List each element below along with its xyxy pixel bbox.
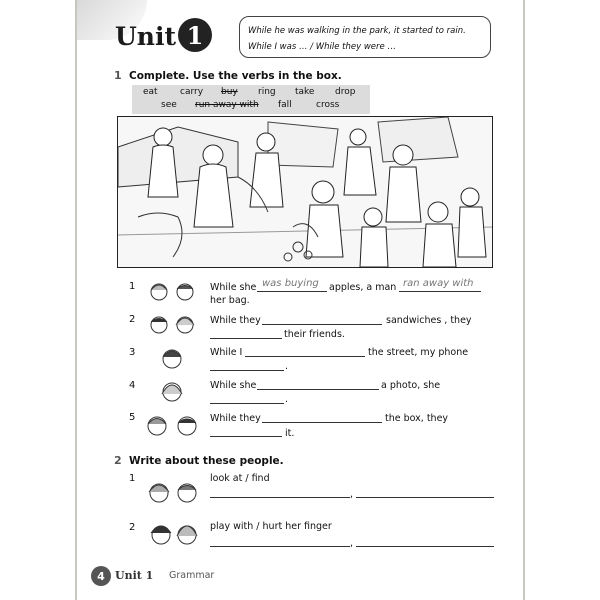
info-pattern: While I was … / While they were … (248, 42, 396, 52)
sentence-text: the street, my phone (368, 347, 469, 358)
answer-blank[interactable] (210, 370, 284, 371)
item-number: 2 (129, 314, 136, 325)
sentence-text: their friends. (284, 329, 345, 340)
exercise-2-number: 2 (114, 454, 122, 467)
footer-section-label: Grammar (169, 570, 215, 581)
sentence-text: the box, they (385, 413, 449, 424)
two-people-icon (145, 280, 201, 306)
verb: fall (278, 100, 292, 110)
sentence-text: apples, a man (329, 282, 397, 293)
unit-title: Unit (115, 22, 177, 51)
item-number: 3 (129, 347, 136, 358)
footer-unit-label: Unit 1 (115, 569, 154, 582)
verb: see (161, 100, 177, 110)
comma: , (350, 538, 354, 549)
answer-blank[interactable] (210, 497, 350, 498)
answer-blank[interactable] (210, 436, 282, 437)
verb-used-example: run away with (195, 100, 259, 110)
sentence-text: . (285, 394, 289, 405)
answer-blank[interactable] (399, 291, 481, 292)
item-number: 4 (129, 380, 136, 391)
exercise-1-instruction: Complete. Use the verbs in the box. (129, 70, 342, 82)
person-icon (157, 378, 187, 408)
sentence-text: it. (285, 428, 295, 439)
answer-blank[interactable] (245, 356, 365, 357)
example-answer: was buying (262, 278, 319, 289)
answer-blank[interactable] (257, 291, 327, 292)
verb: cross (316, 100, 340, 110)
item-number: 5 (129, 412, 136, 423)
answer-blank[interactable] (356, 546, 494, 547)
prompt-text: look at / find (210, 473, 270, 484)
sentence-text: While they (210, 315, 261, 326)
verb-box (132, 85, 370, 114)
answer-blank[interactable] (356, 497, 494, 498)
answer-blank[interactable] (262, 422, 382, 423)
exercise-1-number: 1 (114, 69, 122, 82)
sentence-text: . (285, 361, 289, 372)
sentence-text: While she (210, 282, 257, 293)
two-people-icon (143, 411, 203, 445)
grammar-info-box (239, 16, 491, 58)
info-example-sentence: While he was walking in the park, it started to rain. (248, 26, 466, 36)
comma: , (350, 489, 354, 500)
verb: drop (335, 87, 356, 97)
example-answer: ran away with (403, 278, 474, 289)
verb: take (295, 87, 315, 97)
exercise-2-instruction: Write about these people. (129, 455, 284, 467)
market-scene-illustration (117, 116, 493, 268)
sentence-text: While they (210, 413, 261, 424)
verb: eat (143, 87, 158, 97)
sentence-text: her bag. (210, 295, 250, 306)
answer-blank[interactable] (210, 338, 282, 339)
two-people-icon (143, 478, 205, 510)
prompt-text: play with / hurt her finger (210, 521, 332, 532)
verb-used-example: buy (221, 87, 238, 97)
sentence-text: sandwiches , they (386, 315, 472, 326)
verb: ring (258, 87, 276, 97)
verb: carry (180, 87, 204, 97)
two-people-icon (143, 518, 205, 552)
two-people-icon (145, 313, 201, 339)
unit-number-badge: 1 (178, 18, 212, 52)
answer-blank[interactable] (210, 546, 350, 547)
answer-blank[interactable] (210, 403, 284, 404)
item-number: 2 (129, 522, 136, 533)
market-scene-drawing (118, 117, 493, 268)
answer-blank[interactable] (262, 324, 382, 325)
page-number-badge: 4 (91, 566, 111, 586)
item-number: 1 (129, 281, 136, 292)
sentence-text: While she (210, 380, 257, 391)
sentence-text: a photo, she (381, 380, 441, 391)
person-icon (157, 345, 187, 375)
workbook-page (75, 0, 525, 600)
item-number: 1 (129, 473, 136, 484)
sentence-text: While I (210, 347, 243, 358)
answer-blank[interactable] (257, 389, 379, 390)
